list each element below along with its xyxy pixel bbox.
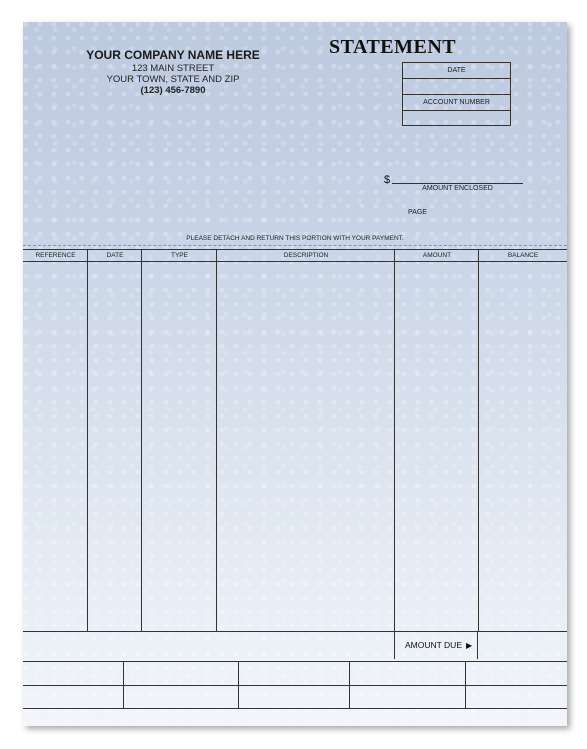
amount-due-cell xyxy=(394,632,478,659)
amount-enclosed-label: AMOUNT ENCLOSED xyxy=(422,185,493,192)
column-amount xyxy=(395,250,479,631)
header-type: TYPE xyxy=(142,250,217,262)
transactions-table xyxy=(23,249,567,632)
header-reference: REFERENCE xyxy=(23,250,88,262)
stub-col-divider xyxy=(238,662,239,708)
column-reference xyxy=(23,250,88,631)
header-balance: BALANCE xyxy=(479,250,567,262)
header-amount: AMOUNT xyxy=(395,250,479,262)
aging-stub xyxy=(23,661,567,709)
amount-enclosed-field[interactable] xyxy=(392,183,523,184)
document-title: STATEMENT xyxy=(329,36,457,58)
company-phone: (123) 456-7890 xyxy=(140,85,206,96)
stub-col-divider xyxy=(349,662,350,708)
column-type xyxy=(142,250,217,631)
info-box xyxy=(402,62,511,126)
stub-col-divider xyxy=(465,662,466,708)
detach-note: PLEASE DETACH AND RETURN THIS PORTION WITH YOUR PAYMENT. xyxy=(186,235,404,242)
page-label: PAGE xyxy=(408,209,427,216)
company-street: 123 MAIN STREET xyxy=(131,63,215,74)
account-number-label: ACCOUNT NUMBER xyxy=(403,95,510,111)
date-field[interactable] xyxy=(403,79,510,95)
column-description xyxy=(217,250,395,631)
perforation-line xyxy=(23,245,567,246)
company-city: YOUR TOWN, STATE AND ZIP xyxy=(106,74,240,85)
date-label: DATE xyxy=(403,63,510,79)
column-date xyxy=(88,250,142,631)
column-balance xyxy=(479,250,567,631)
dollar-sign: $ xyxy=(384,174,391,186)
company-name: YOUR COMPANY NAME HERE xyxy=(86,48,260,62)
stub-divider xyxy=(23,685,567,686)
header-description: DESCRIPTION xyxy=(217,250,395,262)
play-arrow-icon: ▶ xyxy=(466,641,473,650)
statement-form xyxy=(23,22,567,726)
amount-due-label: AMOUNT DUE xyxy=(405,640,462,650)
account-number-field[interactable] xyxy=(403,111,510,127)
header-date: DATE xyxy=(88,250,142,262)
stub-col-divider xyxy=(123,662,124,708)
